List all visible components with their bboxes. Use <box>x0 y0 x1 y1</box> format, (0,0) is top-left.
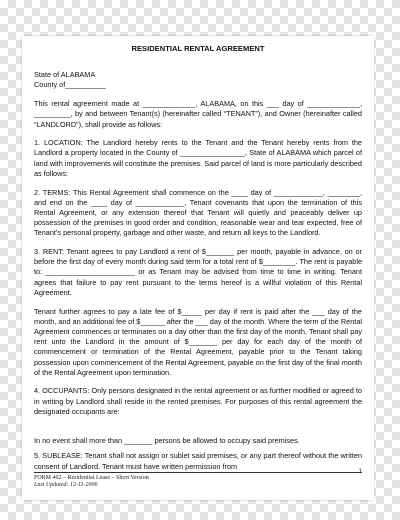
last-updated: Last Updated: 12-11-2006 <box>34 482 98 489</box>
location-clause: 1. LOCATION: The Landlord hereby rents to the Tenant and the Tenant hereby rents from the Landlord a property located in the County of ________________, State of ALABAMA which parcel of land with improvements will constitute the premises. Said parcel of land is more particularly described as follows: <box>34 138 362 178</box>
page-number: 1 <box>358 468 362 475</box>
late-fee-clause: Tenant further agrees to pay a late fee of $_____ per day if rent is paid after the ___ day of the month, and an additional fee of $______ after the ___ day of the month. Where the term of the Rental Agreement commences or terminates on a day other than the first day of the month, Tenant shall pay rent unto the Landlord in the amount of $_______ per day for each day of the month of commencement or termination of the Rental Agreement, payable prior to the Tenant taking possession upon commencement of the Rental Agreement, payable on the first day of the final month of the Rental Agreement upon termination. <box>34 306 362 377</box>
rent-clause: 3. RENT: Tenant agrees to pay Landlord a rent of $_______ per month, payable in advance, on or before the first day of every month during said term for a total rent of $________. The rent is payable to: ______________________ or as Tenant may be advised from time to time in writing. Tenant agrees that failure to pay rent pursuant to the terms hereof is a willful violation of this Rental Agreement. <box>34 247 362 297</box>
document-title: RESIDENTIAL RENTAL AGREEMENT <box>131 44 265 53</box>
sublease-clause: 5. SUBLEASE: Tenant shall not assign or sublet said premises, or any part thereof without the written consent of Landlord. Tenant must have written permission from <box>34 451 362 471</box>
form-name: FORM 402 – Residential Lease – Short Version <box>34 475 149 481</box>
intro-paragraph: This rental agreement made at _____________, ALABAMA, on this ___ day of _____________, _________, by and between Tenant(s) (hereinafter called “TENANT”), and Owner (hereinafter called “LANDLORD”), shall provide as follows: <box>34 99 362 129</box>
document-page <box>22 36 374 500</box>
terms-clause: 2. TERMS: This Rental Agreement shall commence on the ____ day of ____________, ________, and end on the ____ day of ____________, Tenant covenants that upon the termination of this Rental Agreement, or any extension thereof that Tenant will quietly and peaceably deliver up possession of the premises in good order and condition, reasonable wear and tear expected, free of Tenant’s personal property, garbage and other waste, and return all keys to the Landlord. <box>34 187 362 238</box>
document-footer <box>34 475 149 489</box>
document-body <box>34 44 362 472</box>
footer-divider <box>34 472 362 473</box>
occupancy-limit: In no event shall more than _______ persons be allowed to occupy said premises. <box>34 436 300 446</box>
state-line: State of ALABAMA <box>34 70 96 80</box>
county-line: County of__________ <box>34 80 106 90</box>
occupants-clause: 4. OCCUPANTS: Only persons designated in the rental agreement or as further modified or agreed to in writing by Landlord shall reside in the rented premises. For purposes of this rental agreement the designated occupants are: <box>34 386 362 416</box>
